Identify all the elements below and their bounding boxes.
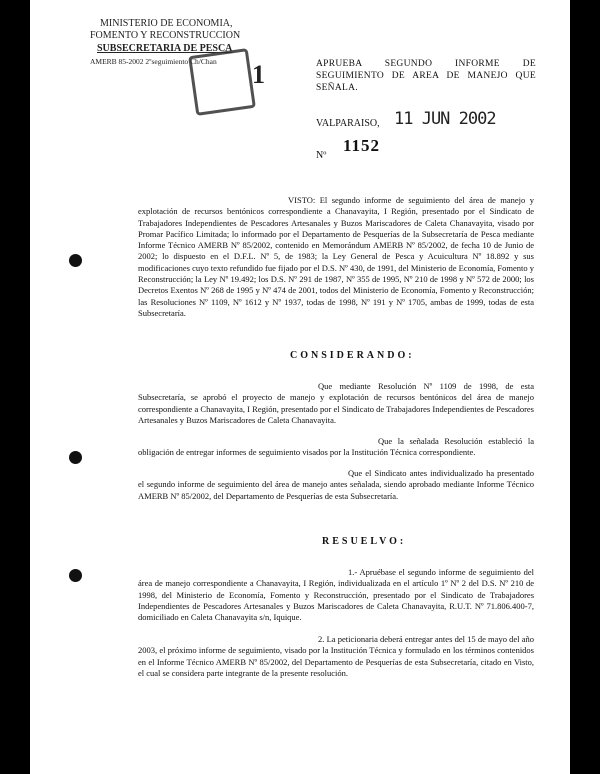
stamp-mark: 1 [252,60,265,89]
document-subject: APRUEBA SEGUNDO INFORME DE SEGUIMIENTO DE AREA DE MANEJO QUE SEÑALA. [316,59,536,93]
ministry-line-2: FOMENTO Y RECONSTRUCCION [90,30,241,41]
resuelvo-heading: RESUELVO: [322,536,407,547]
resuelvo-item-2: 2. La peticionaria deberá entregar antes del 15 de mayo del año 2003, el próximo informe de seguimiento, visado por la Institución Técnica y formulado en los términos contenidos en el Informe Técnico AMERB Nº 85/2002, del Departamento de Pesquerías de esta Subsecretaría, citado en Visto, el cual se considera parte integrante de la presente resolución. [138,634,534,678]
document-page [30,0,570,774]
resuelvo-item-1: 1.- Apruébase el segundo informe de seguimiento del área de manejo correspondiente a Chanavayita, I Región, individualizada en el artículo 1º Nº 2 del D.S. Nº 210 de 1998, del Ministerio de Economía, Fomento y Reconstrucción, presentado por el Sindicato de Trabajadores Independientes de Pescadores Artesanales y Buzos Mariscadores de Caleta Chanavayita, R.U.T. Nº 71.806.400-7, domiciliado en Caleta Chanavayita s/n, Iquique. [138,567,534,623]
punch-hole [69,254,82,267]
resolution-number: 1152 [343,136,381,155]
punch-hole [69,569,82,582]
official-stamp [188,48,256,116]
punch-hole [69,451,82,464]
date-stamp: 11 JUN 2002 [394,109,496,129]
considerando-paragraph-1: Que mediante Resolución Nº 1109 de 1998, de esta Subsecretaría, se aprobó el proyecto de manejo y explotación de recursos bentónicos del área de manejo correspondiente a Chanavayita, I Región, presentado por el Sindicato de Trabajadores Independientes de Pescadores Artesanales y Buzos Mariscadores de Caleta Chanavayita. [138,381,534,425]
place-label: VALPARAISO, [316,118,380,129]
visto-paragraph: VISTO: El segundo informe de seguimiento del área de manejo y explotación de recursos bentónicos correspondiente a Chanavayita, I Región, presentado por el Sindicato de Trabajadores Independientes de Pescadores Artesanales y Buzos Mariscadores de Caleta Chanavayita, visado por Promar Pacífico Limitada; lo informado por el Departamento de Pesquerías de la Subsecretaría de Pesca mediante Informe Técnico AMERB Nº 85/2002, contenido en Memorándum AMERB Nº 85/2002, de fecha 10 de Junio de 2002; lo dispuesto en el D.F.L. Nº 5, de 1983; la Ley General de Pesca y Acuicultura Nº 18.892 y sus modificaciones cuyo texto refundido fue fijado por el D.S. Nº 430, de 1991, del Ministerio de Economía, Fomento y Reconstrucción; la Ley Nº 19.492; los D.S. Nº 291 de 1987, Nº 355 de 1995, Nº 210 de 1998 y Nº 572 de 2000; los Decretos Exentos Nº 268 de 1995 y Nº 474 de 2001, todos del Ministerio de Economía, Fomento y Reconstrucción; las Resoluciones Nº 1109, Nº 1612 y Nº 1937, todas de 1998, Nº 191 y Nº 1705, ambas de 1999, todas de esta Subsecretaría. [138,195,534,318]
considerando-paragraph-2: Que la señalada Resolución estableció la obligación de entregar informes de seguimiento visados por la Institución Técnica correspondiente. [138,436,534,458]
reference-code: AMERB 85-2002 2ºseguimiento Ch/Chan [90,57,217,66]
ministry-line-1: MINISTERIO DE ECONOMIA, [100,18,233,29]
considerando-heading: CONSIDERANDO: [290,350,415,361]
subsecretaria-line: SUBSECRETARIA DE PESCA [97,43,233,54]
number-label: Nº [316,150,327,161]
considerando-paragraph-3: Que el Sindicato antes individualizado ha presentado el segundo informe de seguimiento del área de manejo antes señalada, siendo aprobado mediante Informe Técnico AMERB Nº 85/2002, del Departamento de Pesquerías de esta Subsecretaría. [138,468,534,501]
